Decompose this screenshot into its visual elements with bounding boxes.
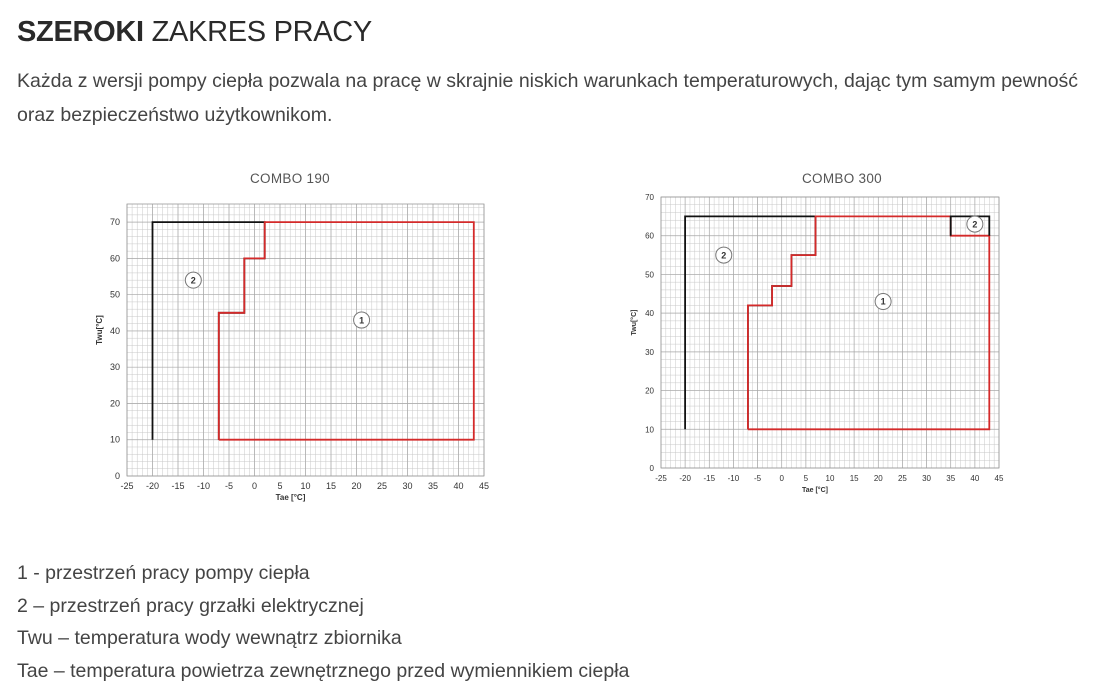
y-tick-label: 40 (109, 325, 120, 336)
x-tick-label: 15 (325, 481, 337, 491)
x-tick-label: -25 (120, 481, 134, 491)
y-tick-label: 70 (645, 193, 654, 202)
chart-title-combo-190: COMBO 190 (250, 171, 330, 186)
legend-item-2: 2 – przestrzeń pracy grzałki elektrycznej (17, 594, 364, 617)
y-axis-label: Twu[°C] (631, 309, 638, 336)
x-tick-label: -15 (171, 481, 185, 491)
heading-light-text: ZAKRES PRACY (151, 16, 372, 48)
region-marker-label: 2 (972, 219, 978, 230)
x-tick-label: 20 (873, 474, 883, 483)
region-marker-label: 1 (359, 315, 365, 326)
x-tick-label: -20 (145, 481, 160, 491)
region-marker-label: 2 (721, 250, 727, 261)
x-tick-label: -25 (655, 474, 667, 483)
x-tick-label: 40 (453, 481, 464, 491)
legend-item-twu: Twu – temperatura wody wewnątrz zbiornika (17, 627, 402, 649)
x-tick-label: 0 (251, 481, 258, 491)
x-tick-label: 35 (946, 474, 956, 483)
x-tick-label: 25 (376, 481, 388, 491)
x-tick-label: -5 (754, 474, 762, 483)
x-tick-label: -10 (727, 474, 740, 483)
x-tick-label: 30 (402, 481, 413, 491)
x-tick-label: 10 (300, 481, 311, 491)
x-tick-label: -15 (703, 474, 716, 483)
x-tick-label: 5 (277, 481, 283, 491)
x-tick-label: -20 (679, 474, 691, 483)
x-tick-label: 45 (478, 481, 490, 491)
legend-item-1: 1 - przestrzeń pracy pompy ciepła (17, 562, 310, 584)
y-tick-label: 10 (109, 434, 120, 445)
x-tick-label: -5 (224, 481, 234, 491)
x-tick-label: 0 (779, 474, 784, 483)
plot-group (630, 193, 1004, 494)
heading-bold: SZEROKI (17, 16, 144, 48)
x-axis-label: Tae [°C] (275, 493, 306, 502)
intro-paragraph: Każda z wersji pompy ciepła pozwala na pracę w skrajnie niskich warunkach temperaturowych, dając tym samym pewność oraz bezpieczeństwo użytkownikom. (17, 70, 1079, 126)
x-tick-label: 40 (970, 474, 980, 483)
y-tick-label: 20 (645, 386, 654, 396)
x-tick-label: -10 (196, 481, 211, 491)
x-tick-label: 20 (351, 481, 362, 491)
chart-title-combo-300: COMBO 300 (802, 171, 882, 186)
x-axis-label: Tae [°C] (801, 487, 829, 494)
x-tick-label: 25 (897, 474, 907, 483)
legend (17, 557, 629, 687)
y-tick-label: 30 (645, 347, 654, 357)
y-tick-label: 30 (109, 362, 120, 373)
y-tick-label: 60 (109, 253, 120, 264)
y-tick-label: 10 (645, 425, 654, 435)
x-tick-label: 10 (825, 474, 835, 483)
y-tick-label: 70 (109, 217, 120, 228)
y-tick-label: 20 (109, 398, 120, 409)
x-tick-label: 5 (803, 474, 809, 483)
region-marker-label: 1 (880, 296, 886, 307)
legend-item-tae: Tae – temperatura powietrza zewnętrznego przed wymiennikiem ciepła (17, 659, 630, 682)
y-axis-label: Twu[°C] (95, 315, 104, 345)
major-grid (661, 197, 999, 468)
y-tick-label: 40 (645, 309, 654, 319)
y-tick-label: 50 (645, 270, 654, 280)
y-tick-label: 50 (109, 289, 120, 300)
y-tick-label: 0 (649, 464, 654, 473)
y-tick-label: 60 (645, 231, 654, 241)
x-tick-label: 15 (849, 474, 859, 483)
x-tick-label: 45 (994, 474, 1004, 483)
region-marker-label: 2 (190, 275, 196, 286)
x-tick-label: 35 (427, 481, 439, 491)
x-tick-label: 30 (922, 474, 932, 483)
y-tick-label: 0 (114, 471, 120, 481)
